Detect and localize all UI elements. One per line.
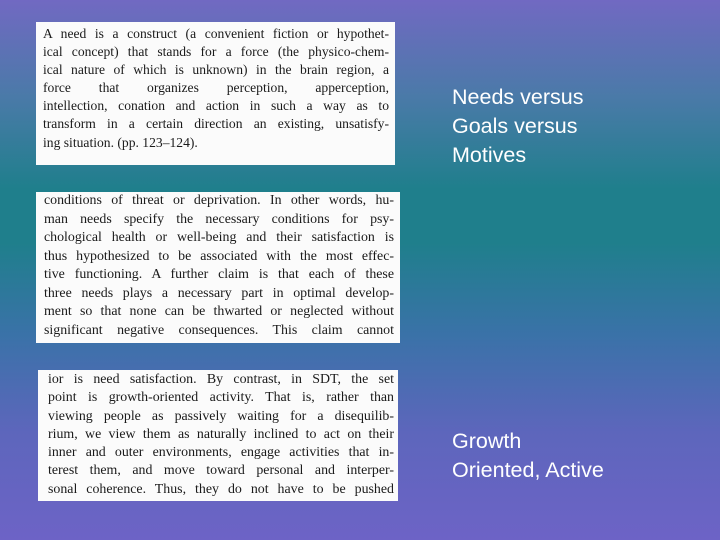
excerpt-line: chological health or well-being and their satisfaction is [44, 230, 394, 245]
excerpt-line: sonal coherence. Thus, they do not have to be pushed [48, 481, 394, 497]
excerpt-line: intellection, conation and action in such a way as to [43, 98, 389, 114]
excerpt-line: ment so that none can be thwarted or neglected without [44, 304, 394, 319]
excerpt-line: force that organizes perception, apperception, [43, 80, 389, 96]
caption-line: Oriented, Active [452, 458, 604, 482]
excerpt-line: point is growth-oriented activity. That is, rather than [48, 390, 394, 406]
excerpt-line: man needs specify the necessary conditions for psy- [44, 211, 394, 227]
excerpt-line: ior is need satisfaction. By contrast, in SDT, the set [48, 372, 394, 387]
excerpt-line: terest them, and move toward personal and interper- [48, 463, 394, 479]
excerpt-line: tive functioning. A further claim is that each of these [44, 267, 394, 282]
excerpt-line: ical concept) that stands for a force (the physico-chem- [43, 44, 389, 60]
excerpt-line: ical nature of which is unknown) in the brain region, a [43, 62, 389, 78]
excerpt-line: ing situation. (pp. 123–124). [43, 134, 198, 150]
excerpt-human-needs [36, 192, 400, 343]
caption-line: Needs versus [452, 85, 584, 109]
excerpt-need-definition [36, 22, 395, 165]
excerpt-line: significant negative consequences. This claim cannot [44, 322, 394, 338]
excerpt-line: thus hypothesized to be associated with the most effec- [44, 248, 394, 264]
excerpt-line: inner and outer environments, engage activities that in- [48, 445, 394, 461]
caption-line: Growth [452, 429, 522, 453]
excerpt-line: transform in a certain direction an existing, unsatisfy- [43, 116, 389, 132]
caption-needs-goals-motives [452, 83, 692, 170]
excerpt-line: rium, we view them as naturally inclined to act on their [48, 426, 394, 442]
caption-line: Motives [452, 143, 527, 167]
excerpt-sdt-growth [38, 370, 398, 501]
excerpt-line: A need is a construct (a convenient fiction or hypothet- [43, 26, 389, 41]
excerpt-line: three needs plays a necessary part in optimal develop- [44, 285, 394, 301]
excerpt-line: viewing people as passively waiting for a disequilib- [48, 408, 394, 424]
caption-line: Goals versus [452, 114, 578, 138]
caption-growth-oriented [452, 427, 692, 485]
excerpt-line: conditions of threat or deprivation. In other words, hu- [44, 193, 394, 208]
